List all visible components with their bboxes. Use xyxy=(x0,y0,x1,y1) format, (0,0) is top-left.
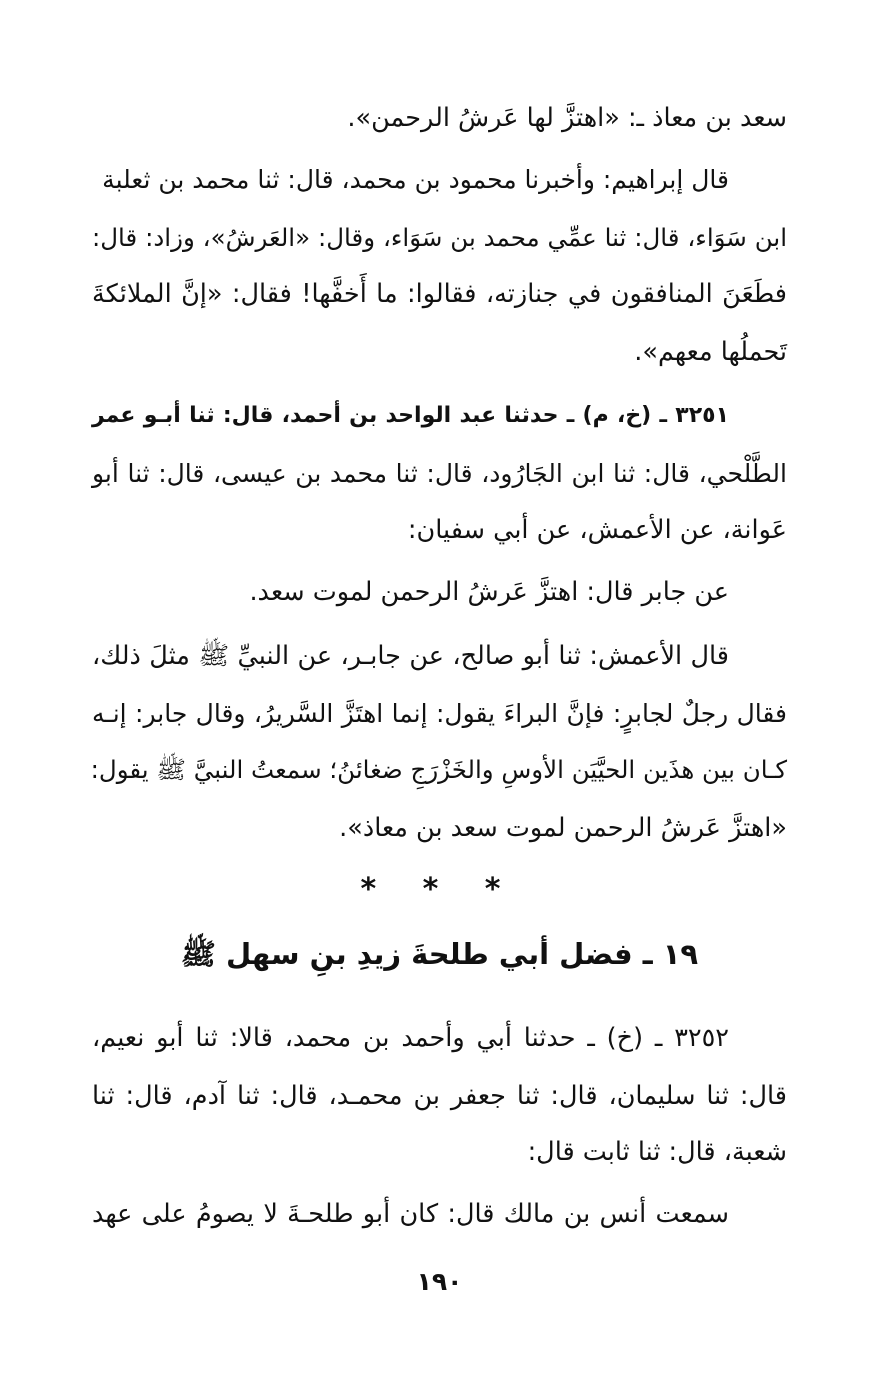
text-line: عن جابر قال: اهتزَّ عَرشُ الرحمن لموت سعد. xyxy=(249,577,729,607)
hadith-3251-line: ٣٢٥١ ـ (خ، م) ـ حدثنا عبد الواحد بن أحمد، قال: ثنا أبـو عمر xyxy=(92,403,729,428)
text-line: عَوانة، عن الأعمش، عن أبي سفيان: xyxy=(407,515,787,545)
text-line: قال: ثنا سليمان، قال: ثنا جعفر بن محمـد، قال: ثنا آدم، قال: ثنا xyxy=(92,1081,787,1111)
text-line: قال الأعمش: ثنا أبو صالح، عن جابـر، عن النبيِّ ﷺ مثلَ ذلك، xyxy=(92,641,729,671)
text-line: الطَّلْحي، قال: ثنا ابن الجَارُود، قال: ثنا محمد بن عيسى، قال: ثنا أبو xyxy=(92,459,787,488)
page-number: ١٩٠ xyxy=(416,1267,463,1296)
text-line: فطَعَنَ المنافقون في جنازته، فقالوا: ما أَخفَّها! فقال: «إنَّ الملائكةَ xyxy=(92,279,787,309)
text-line: سمعت أنس بن مالك قال: كان أبو طلحـةَ لا يصومُ على عهد xyxy=(92,1199,729,1229)
text-line: «اهتزَّ عَرشُ الرحمن لموت سعد بن معاذ». xyxy=(339,813,787,843)
text-line: ابن سَوَاء، قال: ثنا عمِّي محمد بن سَوَاء، وقال: «العَرشُ»، وزاد: قال: xyxy=(92,223,787,252)
section-separator: * * * xyxy=(360,872,519,907)
text-line: كـان بين هذَين الحيَّيَن الأوسِ والخَزْرَجِ ضغائنُ؛ سمعتُ النبيَّ ﷺ يقول: xyxy=(90,755,787,784)
text-line: تَحملُها معهم». xyxy=(634,337,787,367)
text-line: شعبة، قال: ثنا ثابت قال: xyxy=(527,1137,787,1167)
text-line: سعد بن معاذ ـ: «اهتزَّ لها عَرشُ الرحمن». xyxy=(347,103,787,133)
hadith-3252-line: ٣٢٥٢ ـ (خ) ـ حدثنا أبي وأحمد بن محمد، قالا: ثنا أبو نعيم، xyxy=(92,1023,729,1053)
chapter-heading: ١٩ ـ فضل أبي طلحةَ زيدِ بنِ سهل ﷺ xyxy=(180,937,699,971)
text-line: قال إبراهيم: وأخبرنا محمود بن محمد، قال: ثنا محمد بن ثعلبة xyxy=(102,165,729,194)
text-line: فقال رجلٌ لجابرٍ: فإنَّ البراءَ يقول: إنما اهتَزَّ السَّريرُ، وقال جابر: إنـه xyxy=(92,699,787,728)
